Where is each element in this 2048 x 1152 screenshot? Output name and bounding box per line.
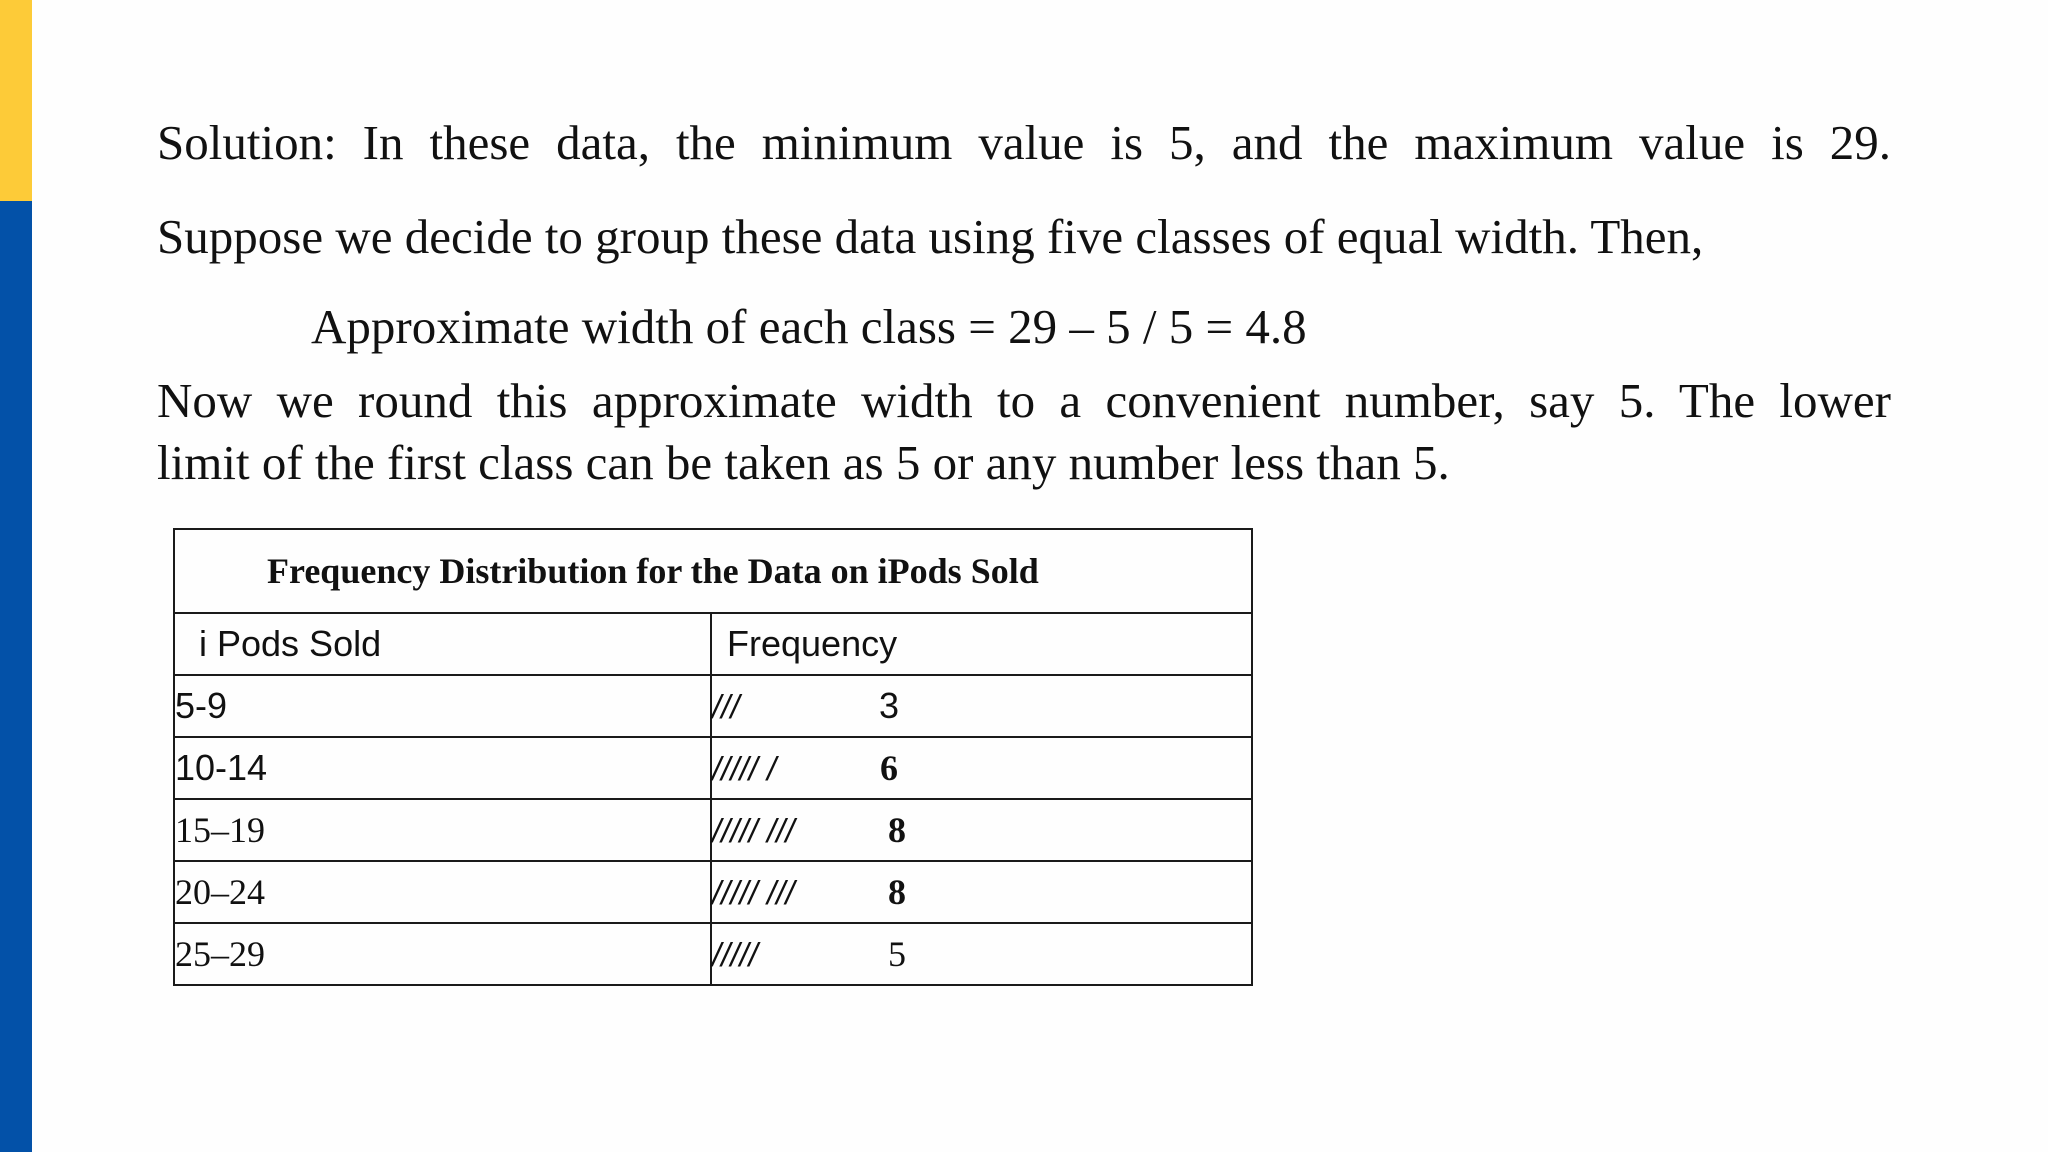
frequency-cell [711, 799, 1252, 861]
header-ipods-sold: i Pods Sold [174, 613, 711, 675]
rounding-paragraph [157, 370, 1891, 490]
class-range-cell: 10-14 [174, 737, 711, 799]
side-bar-blue-accent [0, 201, 32, 1152]
class-range-cell: 5-9 [174, 675, 711, 737]
class-width-formula: Approximate width of each class = 29 – 5 / 5 = 4.8 [311, 299, 1307, 354]
tally-marks: ///// /// [712, 874, 795, 911]
tally-marks: ///// / [712, 750, 777, 787]
header-frequency: Frequency [711, 613, 1252, 675]
table-row [174, 923, 1252, 985]
frequency-cell [711, 737, 1252, 799]
frequency-count: 8 [888, 810, 906, 850]
class-range-cell: 15–19 [174, 799, 711, 861]
frequency-distribution-table [173, 528, 1253, 986]
class-range-cell: 25–29 [174, 923, 711, 985]
side-bar-yellow-accent [0, 0, 32, 201]
frequency-cell [711, 675, 1252, 737]
solution-paragraph [157, 112, 1891, 264]
tally-marks: ///// [712, 936, 758, 973]
frequency-count: 8 [888, 872, 906, 912]
class-range-cell: 20–24 [174, 861, 711, 923]
frequency-cell [711, 861, 1252, 923]
tally-marks: /// [712, 688, 740, 725]
slide-side-bar [0, 0, 32, 1152]
frequency-count: 3 [879, 685, 900, 726]
table-header-row [174, 613, 1252, 675]
table-row [174, 675, 1252, 737]
table-caption: Frequency Distribution for the Data on iPods Sold [174, 529, 1252, 613]
solution-line-1: Solution: In these data, the minimum value is 5, and the maximum value is 29. [157, 115, 1891, 170]
table-row [174, 737, 1252, 799]
rounding-line-2: limit of the first class can be taken as 5 or any number less than 5. [157, 435, 1450, 490]
table-row [174, 799, 1252, 861]
solution-line-2: Suppose we decide to group these data using five classes of equal width. Then, [157, 209, 1704, 264]
frequency-cell [711, 923, 1252, 985]
frequency-count: 6 [880, 748, 898, 788]
table-row [174, 861, 1252, 923]
frequency-count: 5 [888, 934, 906, 974]
rounding-line-1: Now we round this approximate width to a convenient number, say 5. The lower [157, 373, 1891, 428]
tally-marks: ///// /// [712, 812, 795, 849]
